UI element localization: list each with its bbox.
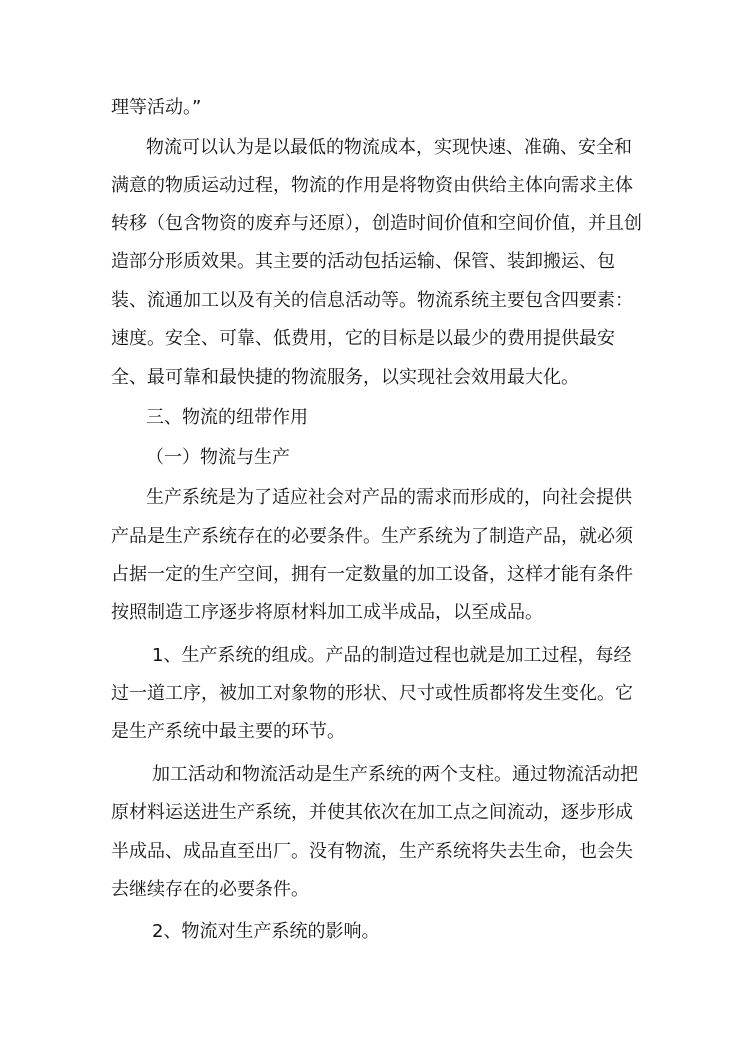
text-line: 满意的物质运动过程，物流的作用是将物资由供给主体向需求主体 xyxy=(111,175,633,196)
text-line: 2、物流对生产系统的影响。 xyxy=(152,921,380,942)
text-line: 过一道工序，被加工对象物的形状、尺寸或性质都将发生变化。它 xyxy=(111,683,633,704)
text-line: 1、生产系统的组成。产品的制造过程也就是加工过程，每经 xyxy=(152,645,632,666)
text-line: 物流可以认为是以最低的物流成本，实现快速、准确、安全和 xyxy=(146,137,632,158)
text-line: 理等活动。” xyxy=(111,97,202,118)
text-line: 半成品、成品直至出厂。没有物流，生产系统将失去生命，也会失 xyxy=(111,841,633,862)
text-line: 速度。安全、可靠、低费用，它的目标是以最少的费用提供最安 xyxy=(111,328,615,349)
text-line: 加工活动和物流活动是生产系统的两个支柱。通过物流活动把 xyxy=(152,764,638,785)
text-line: 全、最可靠和最快捷的物流服务，以实现社会效用最大化。 xyxy=(111,367,579,388)
text-line: 原材料运送进生产系统，并使其依次在加工点之间流动，逐步形成 xyxy=(111,802,633,823)
text-line: 按照制造工序逐步将原材料加工成半成品，以至成品。 xyxy=(111,602,543,623)
text-line: 转移（包含物资的废弃与还原），创造时间价值和空间价值，并且创 xyxy=(111,213,642,234)
text-line: 是生产系统中最主要的环节。 xyxy=(111,721,345,742)
text-line: 装、流通加工以及有关的信息活动等。物流系统主要包含四要素： xyxy=(111,290,633,311)
section-heading: 三、物流的纽带作用 xyxy=(146,407,308,428)
text-line: 造部分形质效果。其主要的活动包括运输、保管、装卸搬运、包 xyxy=(111,251,615,272)
text-line: 去继续存在的必要条件。 xyxy=(111,879,309,900)
text-line: 产品是生产系统存在的必要条件。生产系统为了制造产品，就必须 xyxy=(111,526,633,547)
text-line: 占据一定的生产空间，拥有一定数量的加工设备，这样才能有条件 xyxy=(111,564,633,585)
text-line: 生产系统是为了适应社会对产品的需求而形成的，向社会提供 xyxy=(146,487,632,508)
subsection-heading: （一）物流与生产 xyxy=(146,447,290,468)
